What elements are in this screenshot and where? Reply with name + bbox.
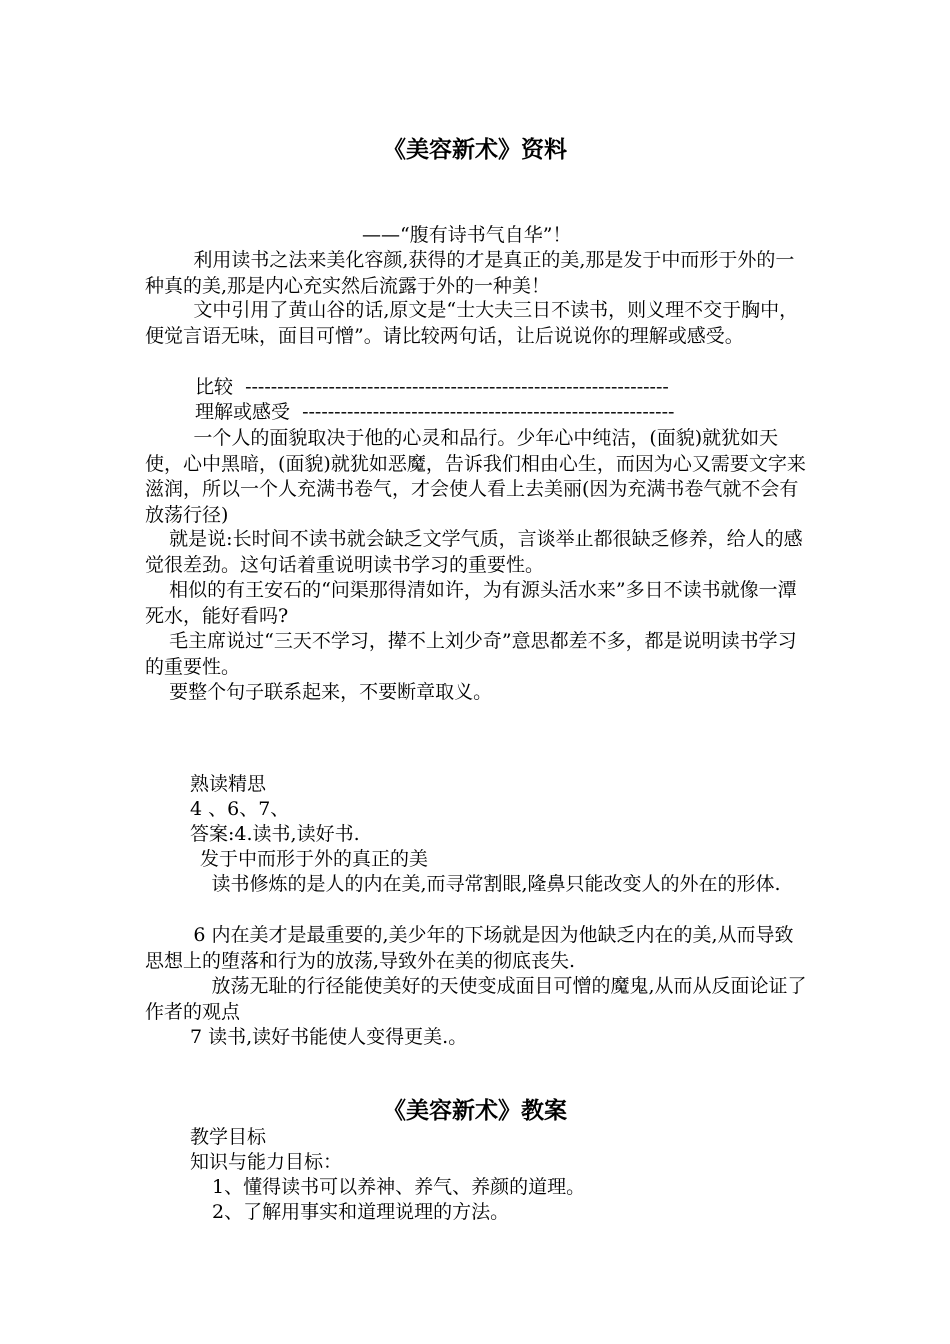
resource-title: 《美容新术》资料	[383, 136, 567, 163]
resource-paragraph-5: 相似的有王安石的“问渠那得清如许，为有源头活水来”多日不读书就像一潭死水，能好看吗?	[145, 579, 797, 627]
answer-6-explanation: 放荡无耻的行径能使美好的天使变成面目可憎的魔鬼,从而从反面论证了作者的观点	[145, 975, 807, 1023]
answer-7: 7 读书,读好书能使人变得更美.。	[190, 1026, 468, 1048]
answer-5: 发于中而形于外的真正的美	[200, 848, 429, 870]
answer-4: 答案:4.读书,读好书.	[190, 823, 360, 845]
teaching-goals-heading: 教学目标	[190, 1126, 267, 1148]
compare-line: 比较 ------------------------------------------------------------------	[195, 376, 669, 398]
resource-paragraph-3: 一个人的面貌取决于他的心灵和品行。少年心中纯洁，(面貌)就犹如天使，心中黑暗，(面貌)就犹如恶魔，告诉我们相由心生，而因为心又需要文字来滋润，所以一个人充满书卷气，才会使人看上去美丽(因为充满书卷气就不会有放荡行径)	[145, 427, 806, 526]
answer-5-explanation: 读书修炼的是人的内在美,而寻常割眼,隆鼻只能改变人的外在的形体.	[145, 873, 781, 895]
resource-paragraph-2: 文中引用了黄山谷的话,原文是“士大夫三日不读书，则义理不交于胸中，便觉言语无味，面目可憎”。请比较两句话，让后说说你的理解或感受。	[145, 299, 799, 347]
feeling-line: 理解或感受 ----------------------------------------------------------	[195, 401, 675, 423]
resource-paragraph-7: 要整个句子联系起来，不要断章取义。	[145, 681, 493, 703]
goal-item-2: 2、了解用事实和道理说理的方法。	[212, 1201, 510, 1223]
knowledge-ability-goals: 知识与能力目标：	[190, 1151, 343, 1173]
answer-6: 6 内在美才是最重要的,美少年的下场就是因为他缺乏内在的美,从而导致思想上的堕落和行为的放荡,导致外在美的彻底丧失.	[145, 924, 794, 972]
resource-paragraph-4: 就是说:长时间不读书就会缺乏文学气质，言谈举止都很缺乏修养，给人的感觉很差劲。这句话着重说明读书学习的重要性。	[145, 528, 803, 576]
resource-subtitle: ——“腹有诗书气自华”！	[362, 224, 572, 246]
resource-paragraph-6: 毛主席说过“三天不学习，撵不上刘少奇”意思都差不多，都是说明读书学习的重要性。	[145, 630, 797, 678]
resource-paragraph-1: 利用读书之法来美化容颜,获得的才是真正的美,那是发于中而形于外的一种真的美,那是内心充实然后流露于外的一种美！	[145, 249, 795, 297]
exercise-heading: 熟读精思	[190, 773, 267, 795]
goal-item-1: 1、懂得读书可以养神、养气、养颜的道理。	[212, 1176, 586, 1198]
exercise-numbers: 4 、6、7、	[190, 798, 290, 820]
lesson-title: 《美容新术》教案	[383, 1097, 567, 1124]
